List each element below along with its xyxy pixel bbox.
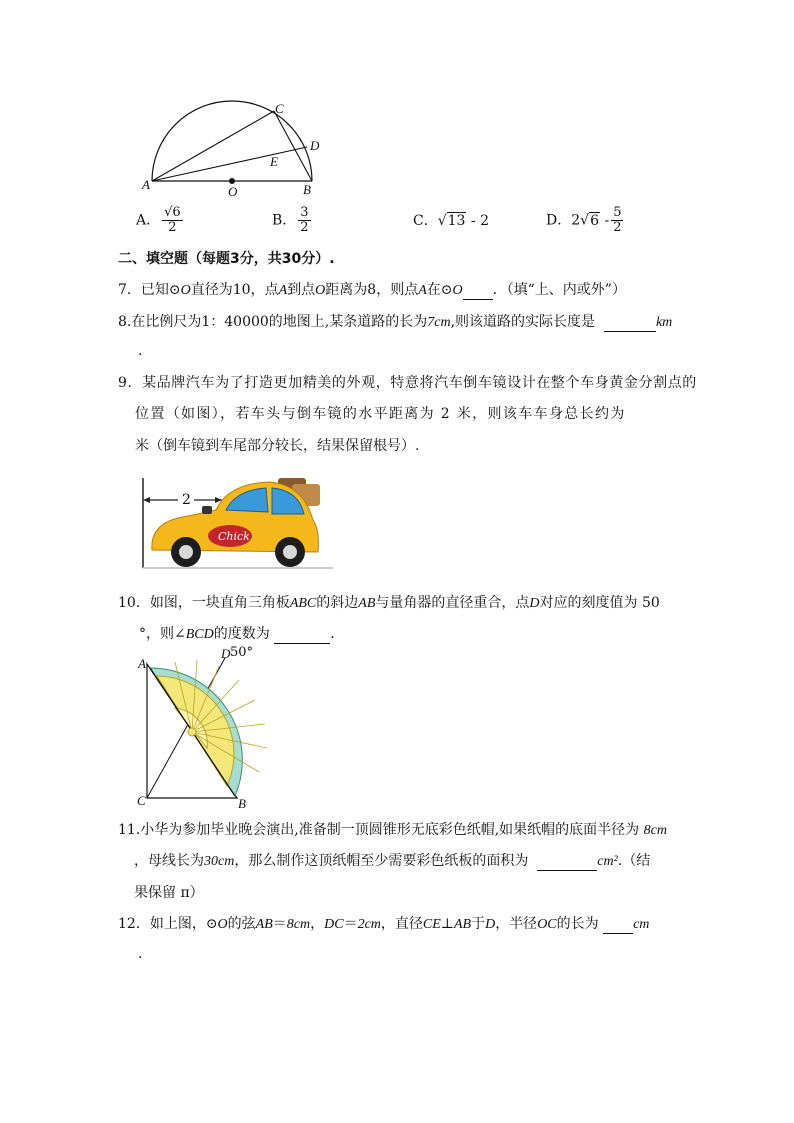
label-c: C bbox=[275, 101, 284, 116]
question-9-line2: 位置（如图），若车头与倒车镜的水平距离为 2 米，则该车车身总长约为 bbox=[135, 406, 626, 422]
option-a: A． $\frac{√6}{2}$ bbox=[136, 205, 181, 235]
question-11-line3: 果保留 π） bbox=[134, 885, 204, 901]
car-figure bbox=[138, 470, 338, 575]
label-d: D bbox=[310, 138, 320, 153]
answer-blank-8[interactable] bbox=[604, 316, 656, 332]
question-7: 7．已知⊙O直径为10，点A到点O距离为8，则点A在⊙O ．（填“上、内或外”） bbox=[118, 282, 626, 298]
question-10-line2: °，则∠BCD的度数为 . bbox=[139, 626, 335, 642]
protractor-degree: 50° bbox=[230, 645, 254, 660]
option-c: C．√13 - 2 bbox=[413, 213, 490, 229]
protractor-label-b: B bbox=[238, 796, 246, 811]
protractor-label-a: A bbox=[138, 656, 146, 671]
car-distance-label: 2 bbox=[182, 492, 191, 508]
label-a: A bbox=[142, 177, 150, 192]
car-logo-text: Chick bbox=[218, 530, 250, 543]
label-e: E bbox=[270, 154, 278, 169]
answer-blank-7[interactable] bbox=[463, 284, 493, 300]
answer-blank-10[interactable] bbox=[274, 628, 330, 644]
question-8: 8.在比例尺为1：40000的地图上,某条道路的长为7cm,则该道路的实际长度是 km bbox=[118, 314, 673, 330]
answer-blank-12[interactable] bbox=[603, 918, 633, 934]
question-10-line1: 10．如图，一块直角三角板ABC的斜边AB与量角器的直径重合，点D对应的刻度值为 50 bbox=[118, 595, 660, 611]
protractor-label-c: C bbox=[137, 793, 146, 808]
question-9-line3: 米（倒车镜到车尾部分较长，结果保留根号）. bbox=[135, 438, 420, 454]
section-title: 二、填空题（每题3分，共30分）. bbox=[118, 251, 335, 267]
question-12: 12．如上图，⊙O的弦AB＝8cm，DC＝2cm，直径CE⊥AB于D，半径OC的长为 cm bbox=[118, 916, 650, 932]
protractor-label-d: D bbox=[221, 646, 231, 661]
answer-blank-11[interactable] bbox=[537, 855, 597, 871]
question-9-line1: 9．某品牌汽车为了打造更加精美的外观，特意将汽车倒车镜设计在整个车身黄金分割点的 bbox=[118, 375, 697, 391]
q8-period: . bbox=[138, 343, 143, 359]
label-b: B bbox=[303, 182, 311, 197]
option-b: B． $\frac{3}{2}$ bbox=[272, 205, 309, 235]
question-11-line1: 11.小华为参加毕业晚会演出,准备制一顶圆锥形无底彩色纸帽,如果纸帽的底面半径为 8cm bbox=[118, 822, 667, 838]
label-o: O bbox=[228, 184, 238, 199]
option-d: D．2√6 - $\frac{5}{2}$ bbox=[546, 205, 622, 235]
q12-period: . bbox=[138, 946, 143, 962]
question-11-line2: ，母线长为30cm，那么制作这顶纸帽至少需要彩色纸板的面积为 cm².（结 bbox=[134, 853, 651, 869]
protractor-figure bbox=[135, 648, 295, 813]
